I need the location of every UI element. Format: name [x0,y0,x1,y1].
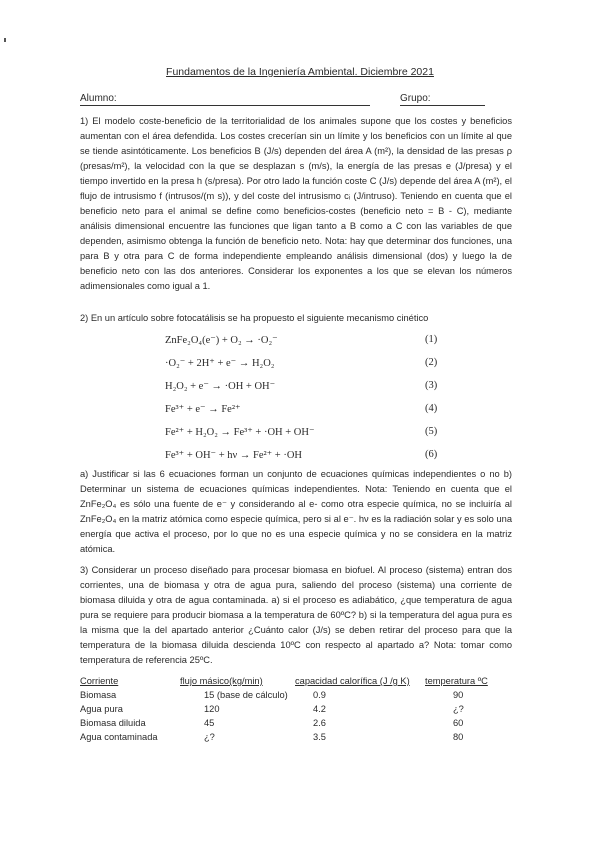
table-header: capacidad calorífica (J /g K) [295,676,410,686]
table-cell: 60 [453,718,464,728]
table-cell: 120 [204,704,220,714]
question-2-intro: 2) En un artículo sobre fotocatálisis se ha propuesto el siguiente mecanismo cinético [80,313,429,323]
equation-1: ZnFe₂O₄(e⁻) + O₂ → ·O₂⁻ [165,335,278,346]
table-header-row [80,676,515,690]
equation-number: (4) [425,403,438,414]
table-cell: Biomasa [80,690,117,700]
table-cell: Agua pura [80,704,123,714]
alumno-line [80,105,370,106]
alumno-label: Alumno: [80,93,117,104]
table-cell: Agua contaminada [80,732,158,742]
table-header: temperatura ºC [425,676,488,686]
equation-number: (1) [425,334,438,345]
table-cell: 4.2 [313,704,326,714]
table-cell: 15 (base de cálculo) [204,690,288,700]
equation-number: (3) [425,380,438,391]
table-row [80,690,515,704]
grupo-line [400,105,485,106]
table-header: flujo másico(kg/min) [180,676,263,686]
equation-number: (2) [425,357,438,368]
table-header: Corriente [80,676,119,686]
table-cell: 3.5 [313,732,326,742]
question-1: 1) El modelo coste-beneficio de la territorialidad de los animales supone que los costes y beneficios aumentan con el área defendida. Los costes crecerían sin un límite y los beneficios con un límite al que se tiende asintóticamente. Los beneficios B (J/s) dependen del área A (m²), la densidad de las presas ρ (presas/m²), la velocidad con la que se desplazan s (m/s), la energía de las presas e (J/presa) y el tiempo invertido en la presa h (s/presa). Por otro lado la función coste C (J/s) depende del área A (m²), el flujo de intrusismo f (intrusos/(m s)), y del coste del intrusismo cᵢ (J/intruso). Teniendo en cuenta que el beneficio neto para el animal se define como beneficios-costes (beneficio neto = B - C), mediante análisis dimensional encuentre las funciones que ligan tanto a B como a C con las variables de que dependen, asimismo obtenga la función de beneficio neto. Nota: hay que determinar dos funciones, una para B y otra para C de forma independiente empleando análisis dimensional (dos) y luego la de beneficio neto con las dos anteriores. Considerar los exponentes a los que se elevan los números adimensionales como igual a 1. [80,116,512,291]
equation-3: H₂O₂ + e⁻ → ·OH + OH⁻ [165,381,276,392]
grupo-label: Grupo: [400,93,431,104]
equation-number: (6) [425,449,438,460]
table-row [80,704,515,718]
page-title: Fundamentos de la Ingeniería Ambiental. Diciembre 2021 [166,66,434,78]
table-cell: Biomasa diluida [80,718,146,728]
table-cell: ¿? [204,732,215,742]
scan-mark [4,38,6,42]
table-row [80,718,515,732]
question-3: 3) Considerar un proceso diseñado para procesar biomasa en biofuel. Al proceso (sistema) entran dos corrientes, una de biomasa y otra de agua pura, saliendo del proceso (sistema) una corriente de biomasa diluida y otra de agua contaminada. a) si el proceso es adiabático, ¿que temperatura de agua pura se requiere para producir biomasa a la temperatura de 60ºC? b) si la temperatura del agua pura es la misma que la del apartado anterior ¿Cuánto calor (J/s) se deben retirar del proceso para que la temperatura de la biomasa diluida descienda 10ºC con respecto al apartado a? Nota: tomar como temperatura de referencia 25ºC. [80,565,512,665]
table-cell: 2.6 [313,718,326,728]
equation-5: Fe²⁺ + H₂O₂ → Fe³⁺ + ·OH + OH⁻ [165,427,315,438]
table-cell: 80 [453,732,464,742]
question-2-text: a) Justificar si las 6 ecuaciones forman un conjunto de ecuaciones químicas independientes o no b) Determinar un sistema de ecuaciones químicas independientes. Nota: Teniendo en cuenta que el ZnFe₂O₄ es sólo una fuente de e⁻ y considerando al e- como otra especie química, no se incluiría al ZnFe₂O₄ en la matriz atómica como especie química, pero si al e⁻. hν es la radiación solar y es solo una energía que activa el proceso, por lo que no es una especie química y no se considera en la matriz atómica. [80,469,512,554]
equation-4: Fe³⁺ + e⁻ → Fe²⁺ [165,404,241,415]
table-row [80,732,515,746]
table-cell: 0.9 [313,690,326,700]
equation-number: (5) [425,426,438,437]
table-cell: ¿? [453,704,464,714]
equation-6: Fe³⁺ + OH⁻ + hν → Fe²⁺ + ·OH [165,450,303,461]
table-cell: 45 [204,718,215,728]
data-table [80,676,515,746]
table-cell: 90 [453,690,464,700]
equation-2: ·O₂⁻ + 2H⁺ + e⁻ → H₂O₂ [165,358,275,369]
